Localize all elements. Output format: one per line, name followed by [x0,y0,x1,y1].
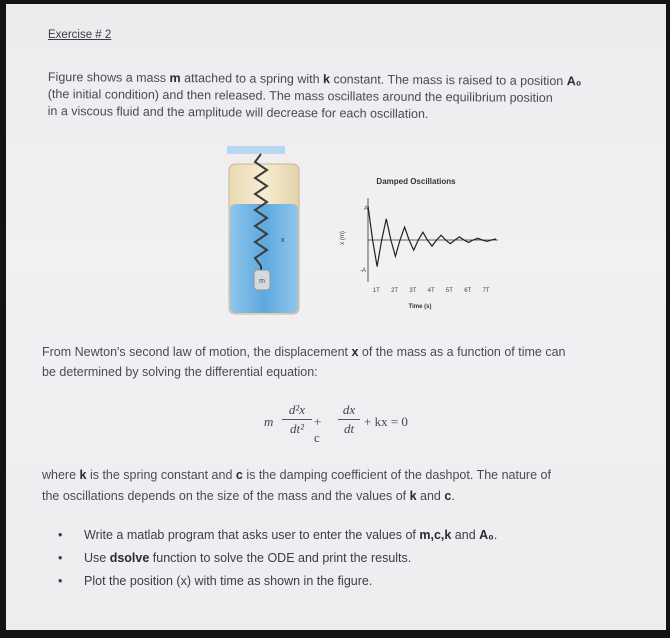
spring-mass-illustration [221,142,311,322]
x-tick-label: 1T [372,288,380,294]
x-tick-label: 4T [427,288,435,294]
x-tick-label: 7T [482,288,490,294]
x-axis-label: Time (s) [408,304,432,310]
eq-m: m [264,414,274,429]
eq-rest: + kx = 0 [364,414,408,429]
bullet-plot-position: Plot the position (x) with time as shown in the figure. [84,574,373,588]
intro-line-3: in a viscous fluid and the amplitude will decrease for each oscillation. [47,103,429,121]
mass-label: m [259,278,265,285]
newton-line-2: be determined by solving the differential equation: [42,365,318,379]
newton-paragraph [42,344,566,381]
series-x-line [368,206,496,267]
intro-line-1: Figure shows a mass m attached to a spring with k constant. The mass is raised to a position A₀ [47,69,582,89]
y-axis-label: x (m) [340,231,346,245]
eq-second-derivative: d²x dt² [282,402,312,437]
bullet-marker: • [58,574,63,588]
support-bar [227,146,285,154]
exercise-title: Exercise # 2 [48,29,112,41]
x-tick-labels [373,288,490,294]
eq-first-derivative: dx dt [338,402,360,437]
displacement-label: x [281,237,285,244]
where-line-2: the oscillations depends on the size of the mass and the values of k and c. [42,489,455,503]
intro-paragraph [48,69,582,124]
newton-line-1: From Newton's second law of motion, the displacement x of the mass as a function of time can [42,345,566,359]
exercise-sheet [6,4,666,630]
where-line-1: where k is the spring constant and c is the damping coefficient of the dashpot. The nature of [42,468,551,482]
x-tick-label: 3T [409,288,417,294]
where-paragraph [42,467,551,505]
damped-oscillation-chart [328,172,508,314]
bullet-use-dsolve: Use dsolve function to solve the ODE and print the results. [84,551,412,565]
bullet-marker: • [58,551,63,565]
amp-pos-label: A [364,206,369,212]
intro-line-2: (the initial condition) and then released. The mass oscillates around the equilibrium position [47,86,553,105]
eq-plus-c: + c [314,414,322,445]
bullet-write-program: Write a matlab program that asks user to enter the values of m,c,k and A₀. [84,528,498,542]
x-tick-label: 2T [391,288,399,294]
x-tick-label: 6T [464,288,472,294]
x-tick-label: 5T [445,288,453,294]
bullet-marker: • [58,528,63,542]
chart-title: Damped Oscillations [376,177,456,186]
amp-neg-label: -A [360,268,366,274]
